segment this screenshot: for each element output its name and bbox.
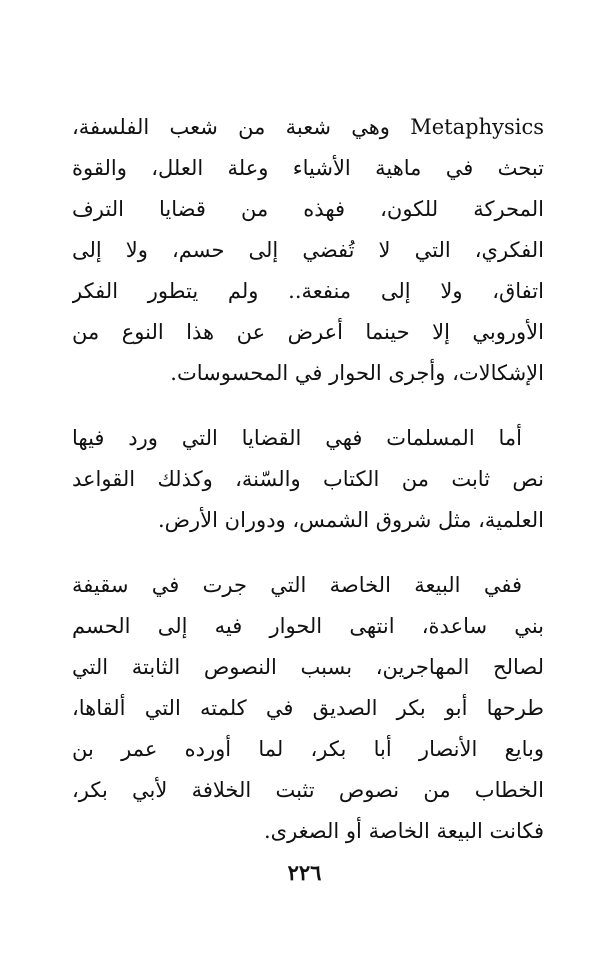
paragraph-line: ففي البيعة الخاصة التي جرت في سقيفة — [72, 573, 522, 597]
paragraph-1 — [72, 107, 544, 394]
paragraph-2 — [72, 418, 544, 541]
paragraph-line: لصالح المهاجرين، بسبب النصوص الثابتة التي — [72, 655, 544, 679]
paragraph-line: نص ثابت من الكتاب والسّنة، وكذلك القواعد — [72, 467, 544, 491]
paragraph-line: الفكري، التي لا تُفضي إلى حسم، ولا إلى — [72, 238, 544, 262]
paragraph-line: وبايع الأنصار أبا بكر، لما أورده عمر بن — [72, 737, 544, 761]
paragraph-line: أما المسلمات فهي القضايا التي ورد فيها — [72, 426, 522, 450]
paragraph-line: الأوروبي إلا حينما أعرض عن هذا النوع من — [72, 320, 544, 344]
paragraph-line: المحركة للكون، فهذه من قضايا الترف — [72, 197, 544, 221]
paragraph-line: Metaphysics وهي شعبة من شعب الفلسفة، — [72, 115, 544, 139]
paragraph-line: الخطاب من نصوص تثبت الخلافة لأبي بكر، — [72, 778, 544, 802]
paragraph-line: طرحها أبو بكر الصديق في كلمته التي ألقاها، — [72, 696, 544, 720]
paragraph-line: فكانت البيعة الخاصة أو الصغرى. — [263, 819, 544, 843]
paragraph-line: الإشكالات، وأجرى الحوار في المحسوسات. — [170, 361, 544, 385]
paragraph-line: اتفاق، ولا إلى منفعة.. ولم يتطور الفكر — [72, 279, 544, 303]
paragraph-line: العلمية، مثل شروق الشمس، ودوران الأرض. — [157, 508, 544, 532]
paragraph-3 — [72, 565, 544, 852]
page-number: ٢٢٦ — [287, 860, 322, 885]
paragraph-line: بني ساعدة، انتهى الحوار فيه إلى الحسم — [72, 614, 544, 638]
paragraph-line: تبحث في ماهية الأشياء وعلة العلل، والقوة — [72, 156, 544, 180]
